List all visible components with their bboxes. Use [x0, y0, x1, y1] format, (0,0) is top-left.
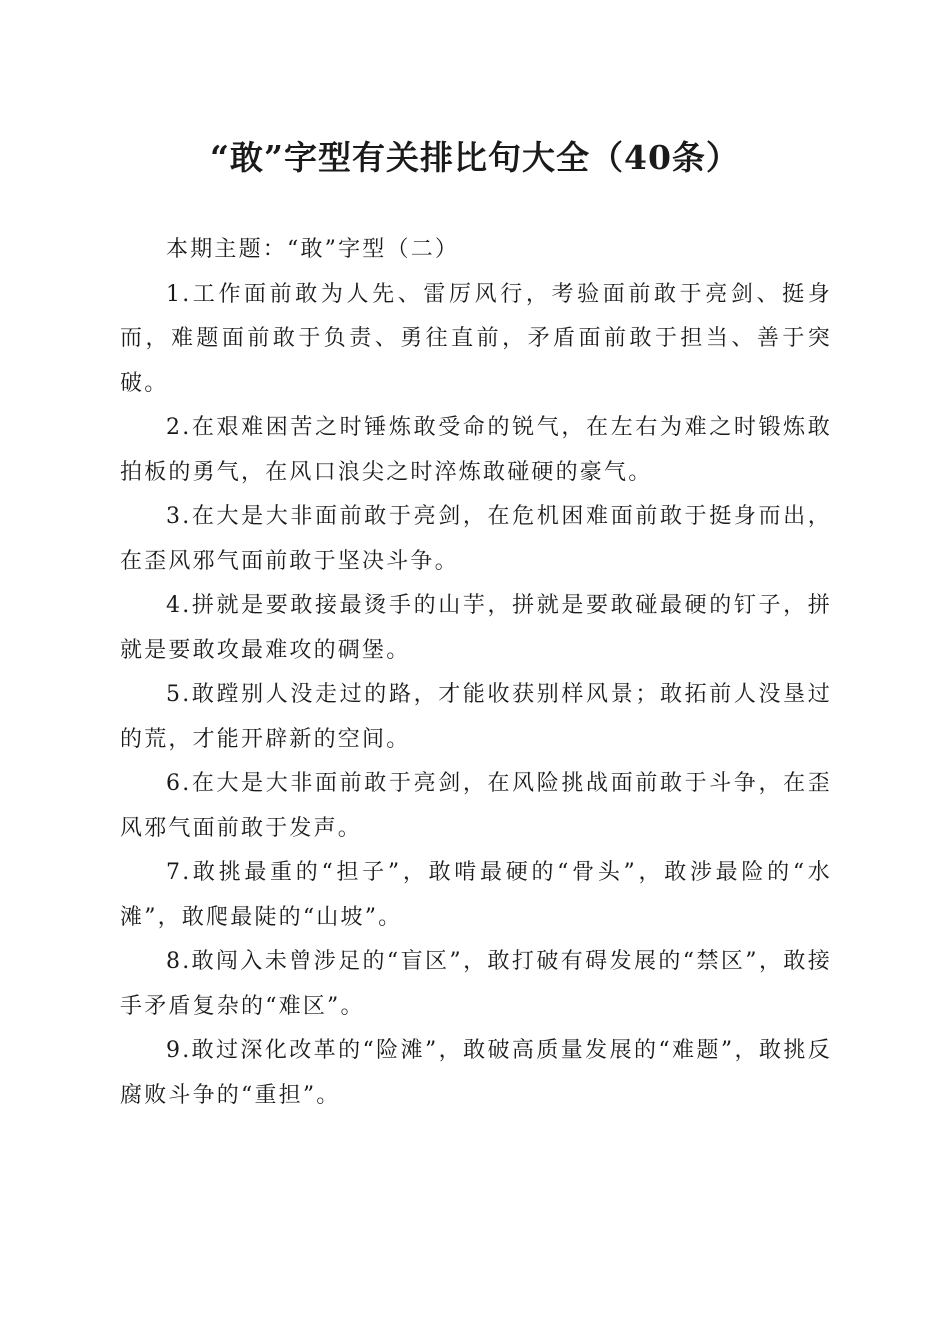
list-item: 7.敢挑最重的“担子”，敢啃最硬的“骨头”，敢涉最险的“水滩”，敢爬最陡的“山坡”。 — [120, 860, 832, 930]
list-item: 1.工作面前敢为人先、雷厉风行，考验面前敢于亮剑、挺身而，难题面前敢于负责、勇往直前，矛盾面前敢于担当、善于突破。 — [120, 281, 832, 396]
list-item: 3.在大是大非面前敢于亮剑，在危机困难面前敢于挺身而出，在歪风邪气面前敢于坚决斗争。 — [120, 504, 832, 574]
list-item: 5.敢蹚别人没走过的路，才能收获别样风景；敢拓前人没垦过的荒，才能开辟新的空间。 — [120, 682, 832, 752]
list-item: 4.拼就是要敢接最烫手的山芋，拼就是要敢碰最硬的钉子，拼就是要敢攻最难攻的碉堡。 — [120, 593, 832, 663]
list-item: 8.敢闯入未曾涉足的“盲区”，敢打破有碍发展的“禁区”，敢接手矛盾复杂的“难区”。 — [120, 949, 832, 1019]
document-title: “敢”字型有关排比句大全（40条） — [210, 138, 740, 177]
list-item: 6.在大是大非面前敢于亮剑，在风险挑战面前敢于斗争，在歪风邪气面前敢于发声。 — [120, 771, 832, 841]
subtitle-paragraph: 本期主题：“敢”字型（二） — [166, 237, 460, 262]
document-body — [120, 228, 832, 1118]
list-item: 2.在艰难困苦之时锤炼敢受命的锐气，在左右为难之时锻炼敢拍板的勇气，在风口浪尖之时淬炼敢碰硬的豪气。 — [120, 415, 832, 485]
list-item: 9.敢过深化改革的“险滩”，敢破高质量发展的“难题”，敢挑反腐败斗争的“重担”。 — [120, 1038, 832, 1108]
